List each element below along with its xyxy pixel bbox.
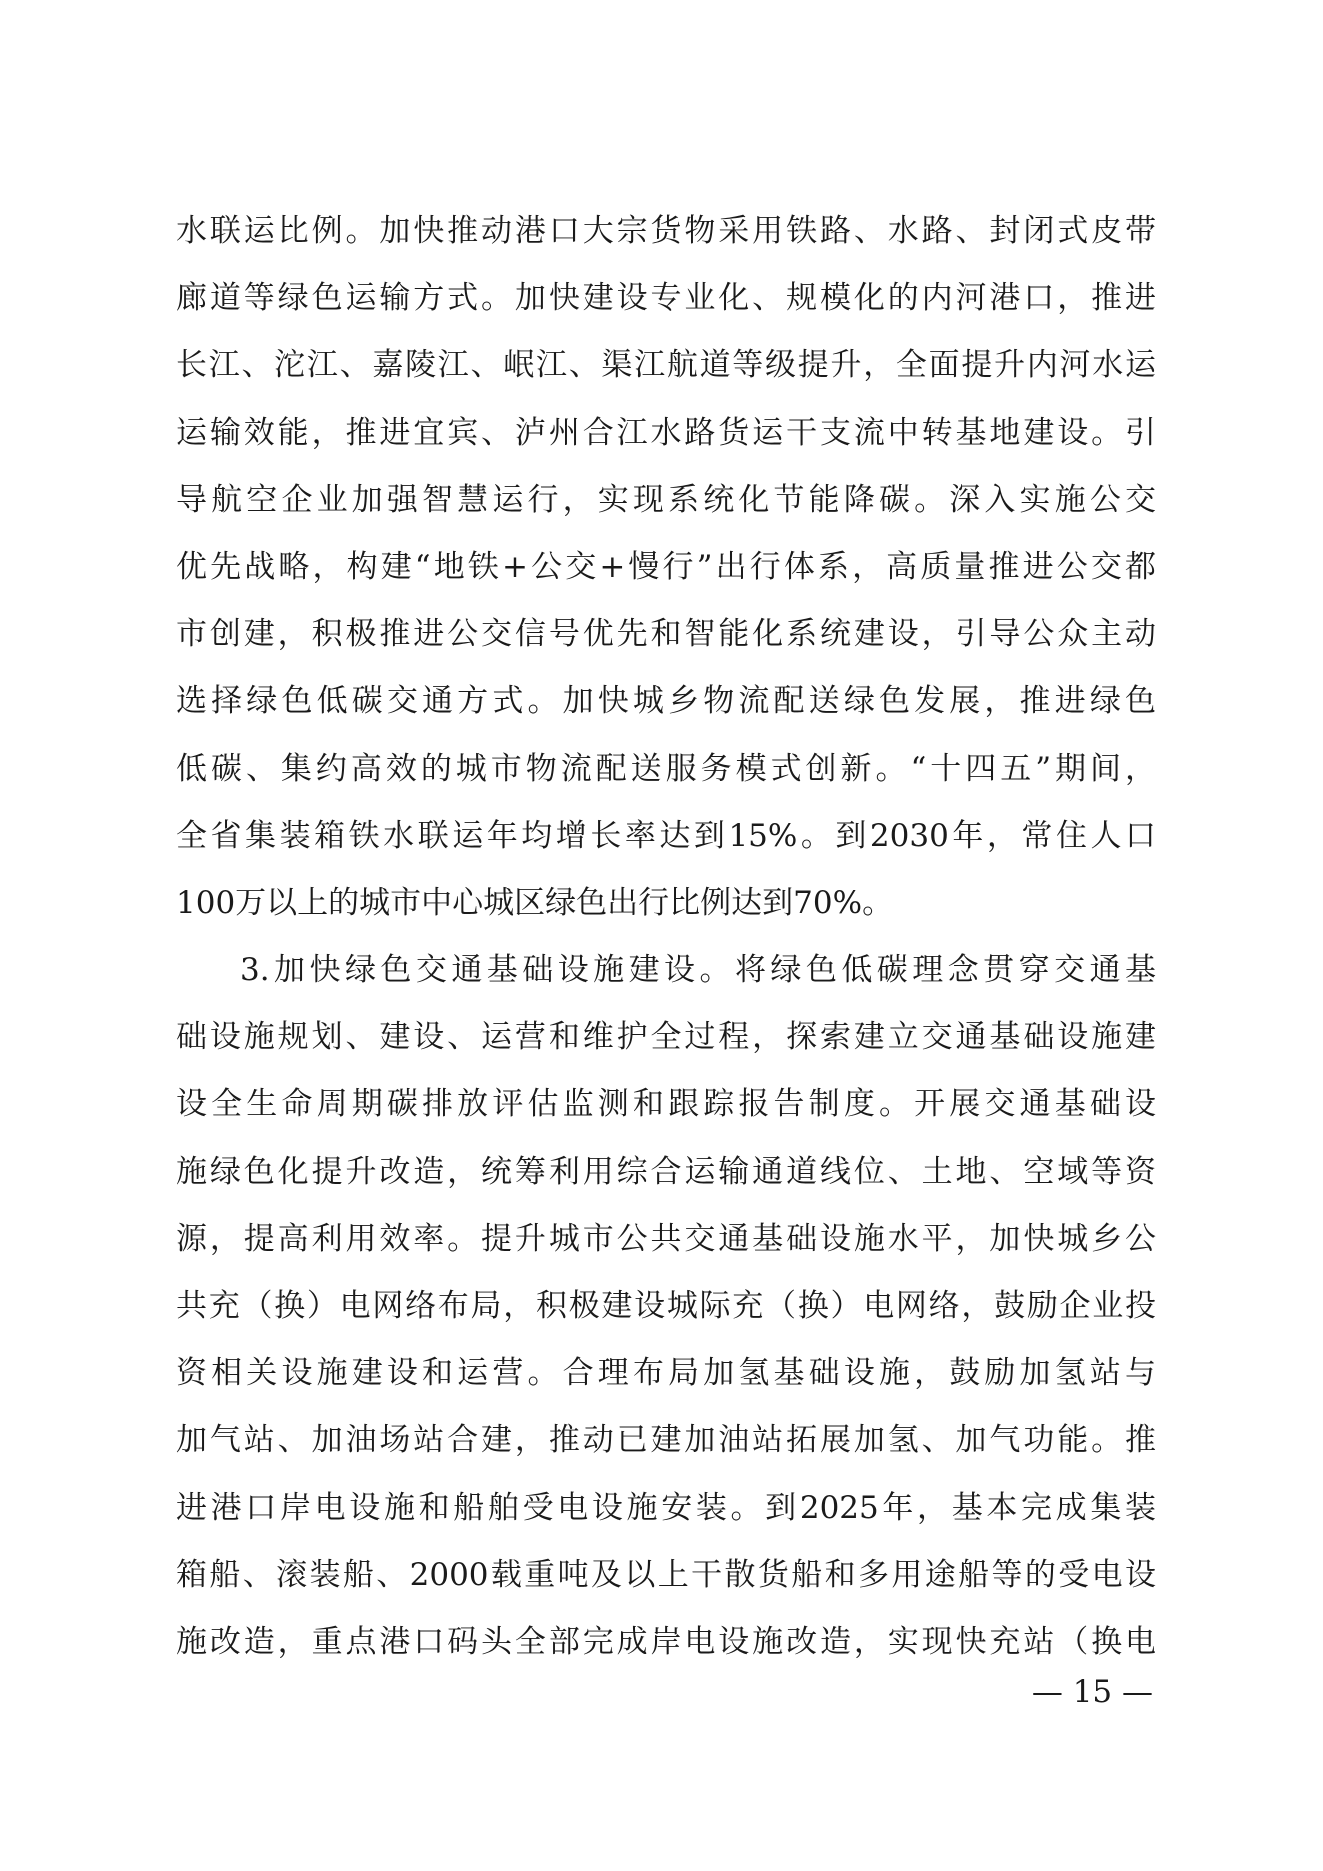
page-number: — 15 —	[1031, 1674, 1153, 1710]
text-line: 导航空企业加强智慧运行，实现系统化节能降碳。深入实施公交	[176, 481, 1156, 518]
text-line: 进港口岸电设施和船舶受电设施安装。到2025年，基本完成集装	[176, 1489, 1156, 1526]
text-line: 廊道等绿色运输方式。加快建设专业化、规模化的内河港口，推进	[176, 280, 1156, 317]
text-line: 加气站、加油场站合建，推动已建加油站拓展加氢、加气功能。推	[176, 1422, 1156, 1459]
text-line: 长江、沱江、嘉陵江、岷江、渠江航道等级提升，全面提升内河水运	[176, 347, 1156, 384]
text-line: 资相关设施建设和运营。合理布局加氢基础设施，鼓励加氢站与	[176, 1355, 1156, 1392]
text-line: 共充（换）电网络布局，积极建设城际充（换）电网络，鼓励企业投	[176, 1288, 1156, 1324]
text-line: 箱船、滚装船、2000载重吨及以上干散货船和多用途船等的受电设	[176, 1556, 1156, 1593]
text-line: 选择绿色低碳交通方式。加快城乡物流配送绿色发展，推进绿色	[176, 683, 1156, 720]
text-line: 低碳、集约高效的城市物流配送服务模式创新。“十四五”期间，	[176, 750, 1156, 787]
body-text	[176, 198, 1156, 1676]
text-line: 100万以上的城市中心城区绿色出行比例达到70%。	[176, 884, 894, 921]
section-heading-line: 3.加快绿色交通基础设施建设。将绿色低碳理念贯穿交通基	[240, 952, 1156, 989]
text-line: 运输效能，推进宜宾、泸州合江水路货运干支流中转基地建设。引	[176, 414, 1156, 451]
text-line: 市创建，积极推进公交信号优先和智能化系统建设，引导公众主动	[176, 616, 1156, 653]
text-line: 全省集装箱铁水联运年均增长率达到15%。到2030年，常住人口	[176, 817, 1156, 854]
text-line: 施改造，重点港口码头全部完成岸电设施改造，实现快充站（换电	[176, 1623, 1156, 1660]
text-line: 优先战略，构建“地铁+公交+慢行”出行体系，高质量推进公交都	[176, 548, 1156, 585]
text-line: 水联运比例。加快推动港口大宗货物采用铁路、水路、封闭式皮带	[176, 213, 1156, 249]
text-line: 施绿色化提升改造，统筹利用综合运输通道线位、土地、空域等资	[176, 1153, 1156, 1190]
text-line: 础设施规划、建设、运营和维护全过程，探索建立交通基础设施建	[176, 1019, 1156, 1056]
text-line: 源，提高利用效率。提升城市公共交通基础设施水平，加快城乡公	[176, 1220, 1156, 1257]
text-line: 设全生命周期碳排放评估监测和跟踪报告制度。开展交通基础设	[176, 1086, 1156, 1123]
